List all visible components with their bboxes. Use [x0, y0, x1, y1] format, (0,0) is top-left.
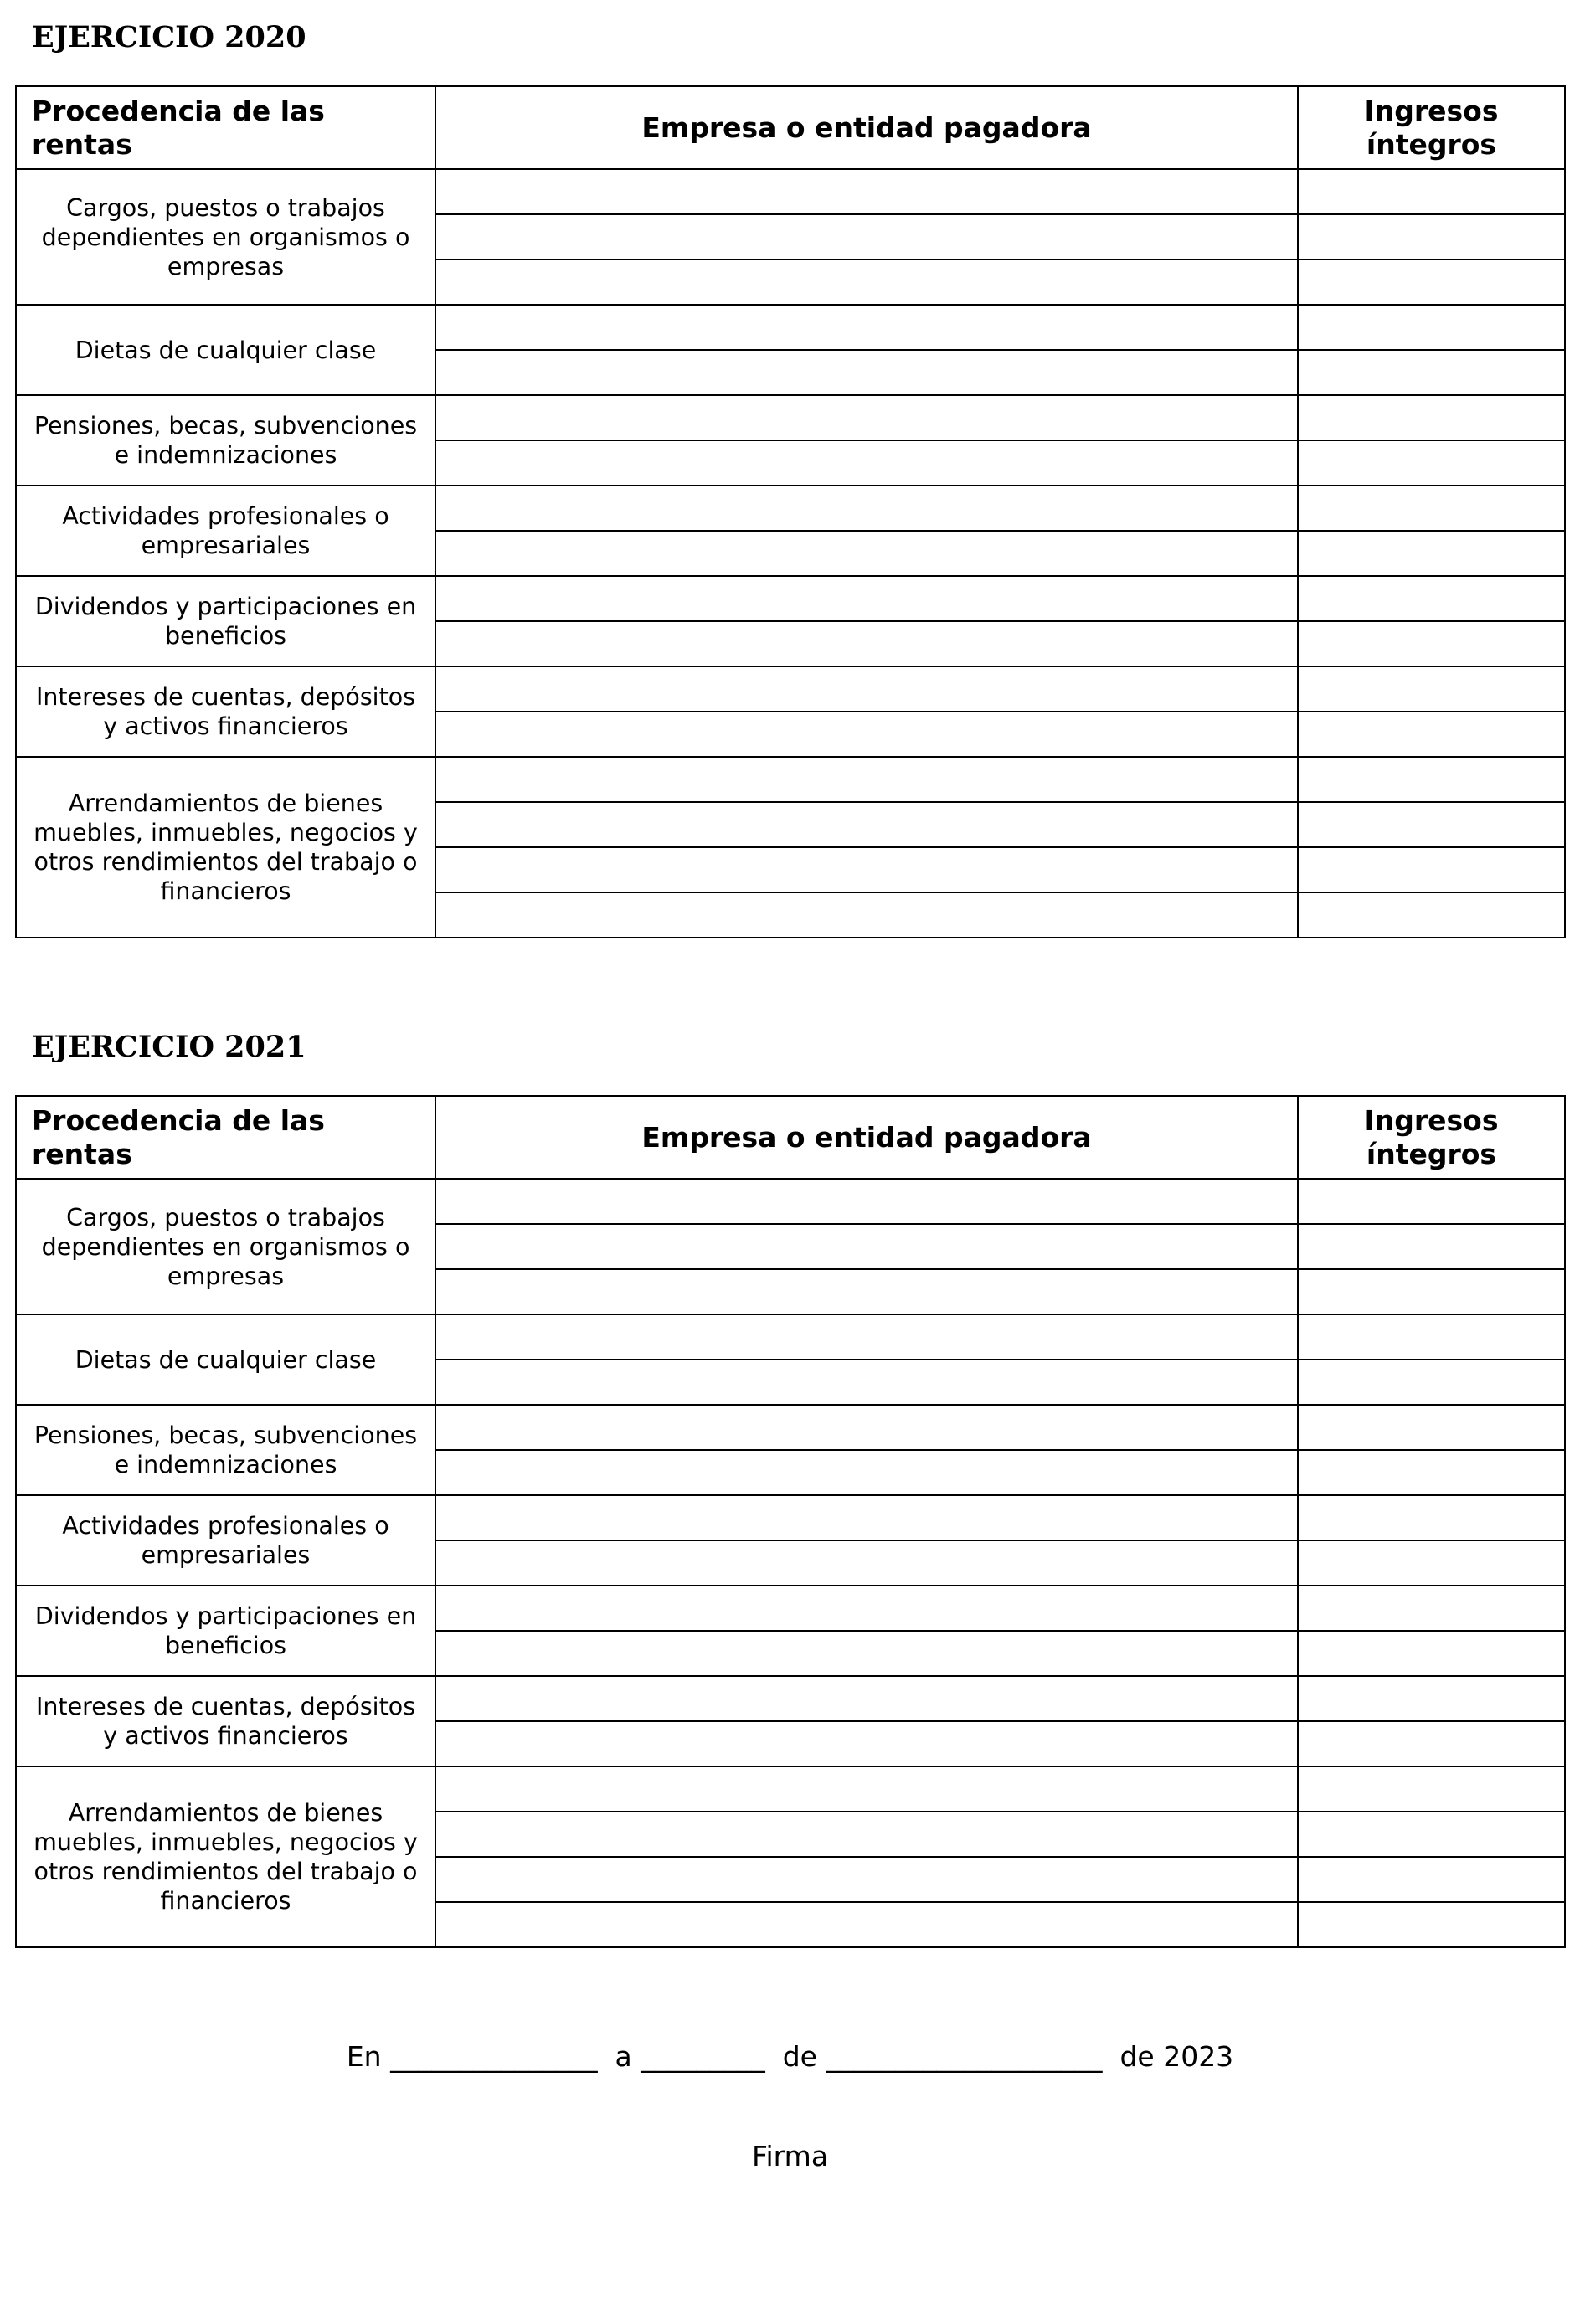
- empresa-cell[interactable]: [435, 666, 1298, 712]
- ingresos-cell[interactable]: [1298, 169, 1565, 214]
- empresa-cell[interactable]: [435, 1450, 1298, 1495]
- header-ingresos: [1298, 86, 1565, 169]
- signature-firma-label: Firma: [751, 2140, 829, 2172]
- table-header-row: [16, 86, 1565, 169]
- empresa-cell[interactable]: [435, 260, 1298, 305]
- table-row: [16, 395, 1565, 440]
- income-table-2020: [15, 85, 1566, 938]
- empresa-cell[interactable]: [435, 712, 1298, 757]
- ingresos-cell[interactable]: [1298, 712, 1565, 757]
- ingresos-cell[interactable]: [1298, 1179, 1565, 1224]
- empresa-cell[interactable]: [435, 1812, 1298, 1857]
- ingresos-cell[interactable]: [1298, 1450, 1565, 1495]
- category-label: Dividendos y participaciones en beneficios: [16, 1586, 435, 1676]
- ingresos-cell[interactable]: [1298, 757, 1565, 802]
- header-ingresos: [1298, 1096, 1565, 1179]
- empresa-cell[interactable]: [435, 1179, 1298, 1224]
- empresa-cell[interactable]: [435, 440, 1298, 486]
- ingresos-cell[interactable]: [1298, 621, 1565, 666]
- signature-date-line: En _______________ a _________ de ____________________ de 2023: [346, 2040, 1234, 2073]
- empresa-cell[interactable]: [435, 576, 1298, 621]
- header-procedencia: Procedencia de las rentas: [16, 1096, 435, 1179]
- category-label: Actividades profesionales o empresariales: [16, 1495, 435, 1586]
- category-label: Pensiones, becas, subvenciones e indemnizaciones: [16, 395, 435, 486]
- ingresos-cell[interactable]: [1298, 1360, 1565, 1405]
- ingresos-cell[interactable]: [1298, 1721, 1565, 1766]
- empresa-cell[interactable]: [435, 1269, 1298, 1314]
- ingresos-cell[interactable]: [1298, 1540, 1565, 1586]
- table-row: [16, 757, 1565, 802]
- table-row: [16, 1405, 1565, 1450]
- table-row: [16, 1676, 1565, 1721]
- ingresos-cell[interactable]: [1298, 1812, 1565, 1857]
- header-ingresos-line1: Ingresos íntegros: [1364, 94, 1499, 161]
- header-ingresos-line1: Ingresos íntegros: [1364, 1103, 1499, 1170]
- category-label: Intereses de cuentas, depósitos y activos financieros: [16, 666, 435, 757]
- table-row: [16, 1495, 1565, 1540]
- income-table-2021: [15, 1095, 1566, 1948]
- ingresos-cell[interactable]: [1298, 1586, 1565, 1631]
- empresa-cell[interactable]: [435, 1224, 1298, 1269]
- category-label: Arrendamientos de bienes muebles, inmuebles, negocios y otros rendimientos del trabajo o financieros: [16, 1766, 435, 1947]
- category-label: Dietas de cualquier clase: [16, 1314, 435, 1405]
- empresa-cell[interactable]: [435, 214, 1298, 260]
- ingresos-cell[interactable]: [1298, 1405, 1565, 1450]
- header-empresa: Empresa o entidad pagadora: [435, 86, 1298, 169]
- empresa-cell[interactable]: [435, 802, 1298, 847]
- empresa-cell[interactable]: [435, 1360, 1298, 1405]
- section-title-2021: EJERCICIO 2021: [32, 1030, 306, 1064]
- table-row: [16, 576, 1565, 621]
- ingresos-cell[interactable]: [1298, 440, 1565, 486]
- ingresos-cell[interactable]: [1298, 1314, 1565, 1360]
- ingresos-cell[interactable]: [1298, 350, 1565, 395]
- empresa-cell[interactable]: [435, 621, 1298, 666]
- empresa-cell[interactable]: [435, 1631, 1298, 1676]
- category-label: Pensiones, becas, subvenciones e indemnizaciones: [16, 1405, 435, 1495]
- ingresos-cell[interactable]: [1298, 1857, 1565, 1902]
- ingresos-cell[interactable]: [1298, 260, 1565, 305]
- empresa-cell[interactable]: [435, 1766, 1298, 1812]
- header-procedencia: Procedencia de las rentas: [16, 86, 435, 169]
- empresa-cell[interactable]: [435, 1495, 1298, 1540]
- ingresos-cell[interactable]: [1298, 305, 1565, 350]
- empresa-cell[interactable]: [435, 1857, 1298, 1902]
- category-label: Actividades profesionales o empresariales: [16, 486, 435, 576]
- category-label: Dividendos y participaciones en beneficios: [16, 576, 435, 666]
- ingresos-cell[interactable]: [1298, 1631, 1565, 1676]
- table-row: [16, 305, 1565, 350]
- empresa-cell[interactable]: [435, 1902, 1298, 1947]
- table-row: [16, 486, 1565, 531]
- empresa-cell[interactable]: [435, 305, 1298, 350]
- category-label: Cargos, puestos o trabajos dependientes en organismos o empresas: [16, 1179, 435, 1314]
- category-label: Dietas de cualquier clase: [16, 305, 435, 395]
- ingresos-cell[interactable]: [1298, 1269, 1565, 1314]
- empresa-cell[interactable]: [435, 757, 1298, 802]
- table-row: [16, 1179, 1565, 1224]
- empresa-cell[interactable]: [435, 169, 1298, 214]
- ingresos-cell[interactable]: [1298, 1766, 1565, 1812]
- ingresos-cell[interactable]: [1298, 666, 1565, 712]
- empresa-cell[interactable]: [435, 892, 1298, 938]
- table-row: [16, 1766, 1565, 1812]
- table-row: [16, 1586, 1565, 1631]
- table-header-row: [16, 1096, 1565, 1179]
- ingresos-cell[interactable]: [1298, 847, 1565, 892]
- ingresos-cell[interactable]: [1298, 1676, 1565, 1721]
- ingresos-cell[interactable]: [1298, 1902, 1565, 1947]
- ingresos-cell[interactable]: [1298, 576, 1565, 621]
- empresa-cell[interactable]: [435, 1405, 1298, 1450]
- empresa-cell[interactable]: [435, 486, 1298, 531]
- empresa-cell[interactable]: [435, 1540, 1298, 1586]
- section-title-2020: EJERCICIO 2020: [32, 20, 306, 54]
- ingresos-cell[interactable]: [1298, 531, 1565, 576]
- empresa-cell[interactable]: [435, 350, 1298, 395]
- empresa-cell[interactable]: [435, 531, 1298, 576]
- category-label: Intereses de cuentas, depósitos y activos financieros: [16, 1676, 435, 1766]
- empresa-cell[interactable]: [435, 1586, 1298, 1631]
- ingresos-cell[interactable]: [1298, 892, 1565, 938]
- table-row: [16, 1314, 1565, 1360]
- ingresos-cell[interactable]: [1298, 486, 1565, 531]
- ingresos-cell[interactable]: [1298, 802, 1565, 847]
- table-row: [16, 666, 1565, 712]
- category-label: Arrendamientos de bienes muebles, inmuebles, negocios y otros rendimientos del trabajo o financieros: [16, 757, 435, 938]
- ingresos-cell[interactable]: [1298, 214, 1565, 260]
- empresa-cell[interactable]: [435, 395, 1298, 440]
- empresa-cell[interactable]: [435, 1314, 1298, 1360]
- ingresos-cell[interactable]: [1298, 395, 1565, 440]
- category-label: Cargos, puestos o trabajos dependientes en organismos o empresas: [16, 169, 435, 305]
- ingresos-cell[interactable]: [1298, 1224, 1565, 1269]
- header-empresa: Empresa o entidad pagadora: [435, 1096, 1298, 1179]
- empresa-cell[interactable]: [435, 847, 1298, 892]
- empresa-cell[interactable]: [435, 1676, 1298, 1721]
- empresa-cell[interactable]: [435, 1721, 1298, 1766]
- ingresos-cell[interactable]: [1298, 1495, 1565, 1540]
- table-row: [16, 169, 1565, 214]
